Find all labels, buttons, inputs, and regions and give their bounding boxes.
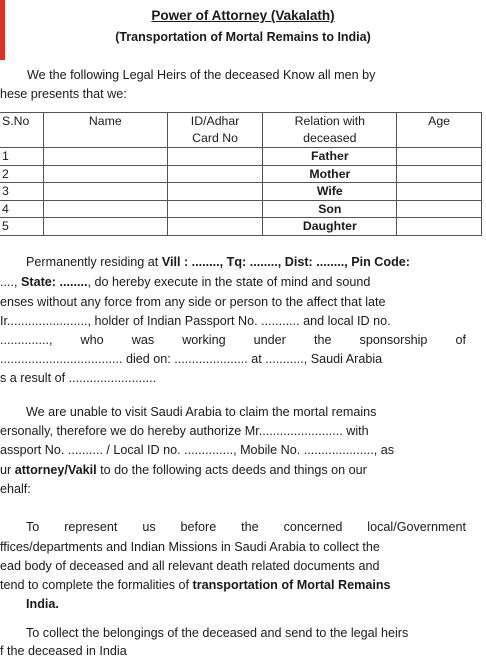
header-name: Name: [43, 113, 167, 148]
residence-dots: ....,: [0, 275, 21, 289]
header-relation-line1: Relation with: [294, 114, 366, 128]
residence-address-fields: Vill : ........, Tq: ........, Dist: ........, Pin Code:: [161, 255, 410, 269]
item1-line-4: [0, 578, 391, 592]
residence-line-5: .............., who was working under the sponsorship of: [0, 333, 466, 347]
row-id-cell: [167, 200, 263, 218]
row-relation: Wife: [263, 183, 397, 201]
row-sno: 2: [0, 165, 43, 183]
residence-line-1: [26, 255, 410, 269]
row-id-cell: [167, 148, 263, 166]
authorize-our: ur: [0, 463, 15, 477]
document-subtitle: (Transportation of Mortal Remains to India): [115, 30, 371, 44]
item1-line-5: India.: [26, 597, 59, 611]
row-id-cell: [167, 218, 263, 236]
authorize-acts-text: to do the following acts deeds and things on our: [96, 463, 367, 477]
authorize-line-2: ersonally, therefore we do hereby authorize Mr........................ with: [0, 424, 369, 438]
authorize-line-3: assport No. .......... / Local ID no. .............., Mobile No. ...................., as: [0, 443, 395, 457]
item1-line-2: ffices/departments and Indian Missions in Saudi Arabia to collect the: [0, 540, 380, 554]
row-age-cell: [397, 218, 482, 236]
row-name-cell: [43, 183, 167, 201]
table-header-row: [0, 113, 482, 148]
header-age: Age: [397, 113, 482, 148]
document-title: Power of Attorney (Vakalath): [151, 8, 335, 23]
row-relation: Daughter: [263, 218, 397, 236]
authorize-line-4: [0, 463, 367, 477]
row-id-cell: [167, 183, 263, 201]
table-row: [0, 148, 482, 166]
item2-line-1: To collect the belongings of the deceased and send to the legal heirs: [26, 626, 409, 640]
row-age-cell: [397, 183, 482, 201]
item1-attend-text: tend to complete the formalities of: [0, 578, 193, 592]
residence-execute-text: , do hereby execute in the state of mind and sound: [87, 275, 371, 289]
row-name-cell: [43, 218, 167, 236]
authorize-line-1: We are unable to visit Saudi Arabia to claim the mortal remains: [26, 405, 377, 419]
row-age-cell: [397, 165, 482, 183]
row-age-cell: [397, 148, 482, 166]
legal-heirs-table: [0, 112, 482, 236]
row-sno: 3: [0, 183, 43, 201]
row-id-cell: [167, 165, 263, 183]
residence-line-2: [0, 275, 370, 289]
row-sno: 5: [0, 218, 43, 236]
row-name-cell: [43, 165, 167, 183]
transportation-term: transportation of Mortal Remains: [192, 578, 391, 592]
residence-prefix: Permanently residing at: [26, 255, 162, 269]
row-relation: Mother: [263, 165, 397, 183]
header-relation: [263, 113, 397, 148]
header-id-line2: Card No: [192, 131, 238, 145]
residence-line-4: Ir......................., holder of Indian Passport No. ........... and local ID no.: [0, 314, 391, 328]
row-relation: Son: [263, 200, 397, 218]
item1-line-1: To represent us before the concerned local/Government: [26, 520, 466, 534]
intro-line-1: We the following Legal Heirs of the deceased Know all men by: [27, 68, 376, 82]
table-row: [0, 200, 482, 218]
residence-state-field: State: ........: [21, 275, 88, 289]
item2-line-2: f the deceased in India: [0, 644, 127, 658]
header-relation-line2: deceased: [303, 131, 357, 145]
header-id: [167, 113, 263, 148]
table-row: [0, 218, 482, 236]
item1-line-3: ead body of deceased and all relevant death related documents and: [0, 559, 380, 573]
row-name-cell: [43, 200, 167, 218]
authorize-line-5: ehalf:: [0, 482, 31, 496]
row-age-cell: [397, 200, 482, 218]
table-row: [0, 165, 482, 183]
residence-line-3: enses without any force from any side or person to the affect that late: [0, 295, 386, 309]
intro-line-2: hese presents that we:: [0, 87, 127, 101]
row-sno: 4: [0, 200, 43, 218]
residence-line-7: s a result of .........................: [0, 371, 157, 385]
row-sno: 1: [0, 148, 43, 166]
table-row: [0, 183, 482, 201]
header-id-line1: ID/Adhar: [190, 114, 240, 128]
row-name-cell: [43, 148, 167, 166]
row-relation: Father: [263, 148, 397, 166]
residence-line-6: ................................... died on: ..................... at ..........., Saudi Arabia: [0, 352, 383, 366]
header-sno: S.No: [0, 113, 43, 148]
attorney-vakil-term: attorney/Vakil: [14, 463, 97, 477]
